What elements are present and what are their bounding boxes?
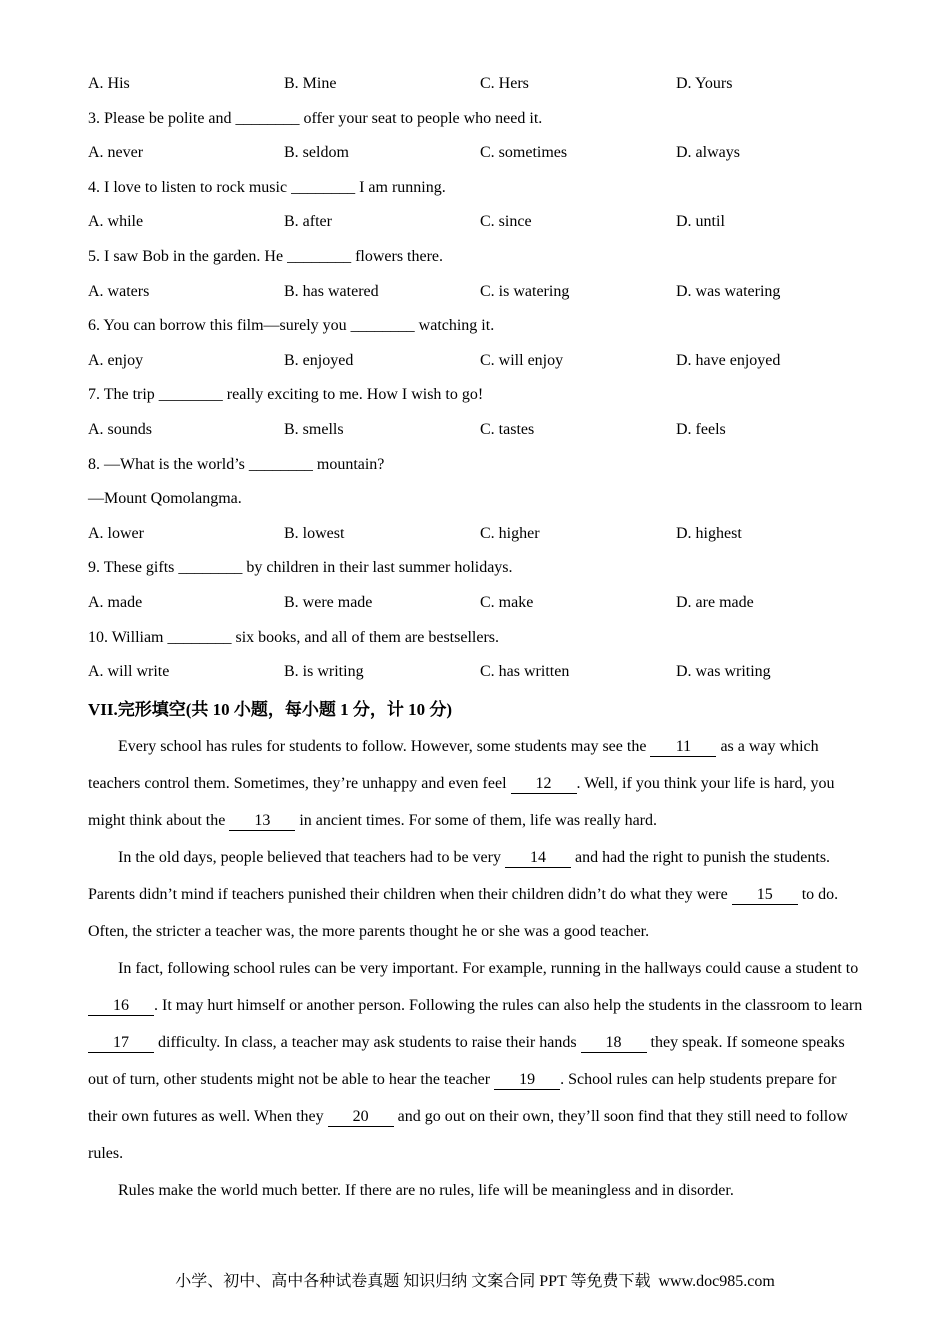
option: B. enjoyed	[284, 351, 354, 369]
option: C. make	[480, 593, 534, 611]
option: B. seldom	[284, 144, 349, 162]
question-line: 9. These gifts ________ by children in their last summer holidays.	[88, 559, 513, 577]
options-row	[88, 136, 864, 171]
options-row	[88, 517, 864, 552]
option: C. will enjoy	[480, 351, 564, 369]
options-row	[88, 67, 864, 102]
question-line: 7. The trip ________ really exciting to me. How I wish to go!	[88, 386, 484, 404]
options-row	[88, 586, 864, 621]
option: D. feels	[676, 420, 726, 438]
option: D. highest	[676, 524, 742, 542]
cloze-blank: 15	[732, 885, 798, 905]
question-line: —Mount Qomolangma.	[88, 490, 242, 508]
option: A. sounds	[88, 420, 153, 438]
option: C. has written	[480, 663, 570, 681]
question-line: 10. William ________ six books, and all of them are bestsellers.	[88, 628, 499, 646]
option: C. since	[480, 213, 532, 231]
option: A. His	[88, 75, 130, 92]
page-content	[88, 0, 864, 1209]
option: A. made	[88, 593, 143, 611]
option: B. smells	[284, 420, 344, 438]
options-row	[88, 413, 864, 448]
option: D. was writing	[676, 663, 771, 681]
options-row	[88, 344, 864, 379]
options-row	[88, 655, 864, 690]
cloze-blank: 20	[328, 1107, 394, 1127]
cloze-blank: 17	[88, 1033, 154, 1053]
option: A. waters	[88, 282, 150, 300]
option: A. enjoy	[88, 351, 144, 369]
cloze-blank: 12	[511, 774, 577, 794]
option: A. while	[88, 213, 144, 231]
options-row	[88, 205, 864, 240]
cloze-blank: 14	[505, 848, 571, 868]
option: B. has watered	[284, 282, 379, 300]
cloze-blank: 16	[88, 996, 154, 1016]
cloze-blank: 11	[650, 737, 716, 757]
page-footer: 小学、初中、高中各种试卷真题 知识归纳 文案合同 PPT 等免费下载 www.doc985.com	[175, 1273, 775, 1290]
option: D. until	[676, 213, 725, 231]
mc-section	[88, 0, 864, 690]
option: A. lower	[88, 524, 144, 542]
cloze-section-heading: VII.完形填空(共 10 小题，每小题 1 分，计 10 分)	[88, 699, 453, 719]
option: D. always	[676, 144, 740, 162]
cloze-blank: 18	[581, 1033, 647, 1053]
option: B. Mine	[284, 75, 337, 92]
option: B. is writing	[284, 663, 364, 681]
question-line: 8. —What is the world’s ________ mountain?	[88, 455, 385, 473]
question-line: 4. I love to listen to rock music ________ I am running.	[88, 178, 446, 196]
option: D. have enjoyed	[676, 351, 781, 369]
option: C. sometimes	[480, 144, 568, 162]
question-line: 5. I saw Bob in the garden. He ________ flowers there.	[88, 247, 444, 265]
cloze-paragraphs	[88, 728, 864, 1209]
option: C. is watering	[480, 282, 570, 300]
option: D. Yours	[676, 75, 733, 92]
option: A. never	[88, 144, 144, 162]
option: B. after	[284, 213, 332, 231]
option: B. lowest	[284, 524, 345, 542]
cloze-paragraph: In the old days, people believed that teachers had to be very 14 and had the right to punish the students. Parents didn’t mind if teachers punished their children when their children didn’t do what they were 15 to do. Often, the stricter a teacher was, the more parents thought he or she was a good teacher.	[88, 848, 839, 940]
cloze-blank: 19	[494, 1070, 560, 1090]
cloze-paragraph: Every school has rules for students to follow. However, some students may see the 11 as a way which teachers control them. Sometimes, they’re unhappy and even feel 12 . Well, if you think your life is hard, you might think about the 13 in ancient times. For some of them, life was really hard.	[88, 737, 835, 829]
option: B. were made	[284, 593, 373, 611]
option: D. was watering	[676, 282, 781, 300]
question-line: 6. You can borrow this film—surely you ________ watching it.	[88, 317, 495, 335]
options-row	[88, 275, 864, 310]
option: D. are made	[676, 593, 754, 611]
option: C. higher	[480, 524, 540, 542]
cloze-paragraph: Rules make the world much better. If there are no rules, life will be meaningless and in disorder.	[118, 1181, 734, 1199]
cloze-paragraph: In fact, following school rules can be very important. For example, running in the hallways could cause a student to 16 . It may hurt himself or another person. Following the rules can also help the students in the classroom to learn 17 difficulty. In class, a teacher may ask students to raise their hands 18 they speak. If someone speaks out of turn, other students might not be able to hear the teacher 19 . School rules can help students prepare for their own futures as well. When they 20 and go out on their own, they’ll soon find that they still need to follow rules.	[88, 959, 863, 1162]
cloze-blank: 13	[229, 811, 295, 831]
option: C. tastes	[480, 420, 535, 438]
question-line: 3. Please be polite and ________ offer your seat to people who need it.	[88, 109, 543, 127]
option: C. Hers	[480, 75, 529, 92]
option: A. will write	[88, 663, 170, 681]
